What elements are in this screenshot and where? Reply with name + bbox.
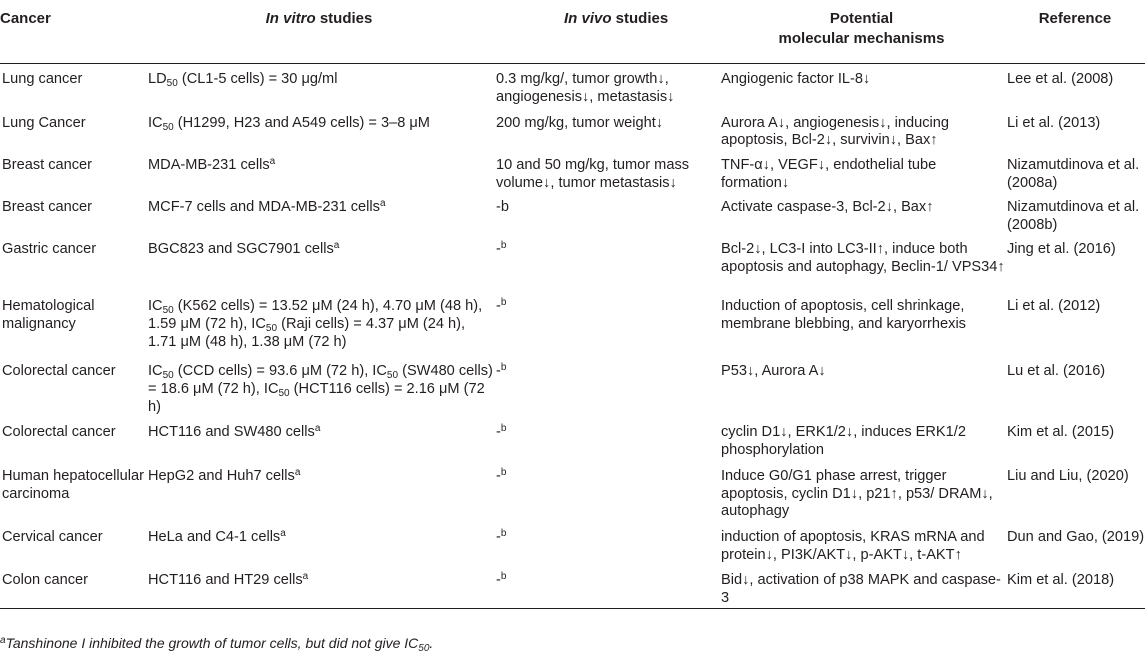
in-vivo-cell-text: -$^b$ [496, 466, 507, 484]
cancer-cell [0, 521, 144, 564]
mechanism-cell-text: Induction of apoptosis, cell shrinkage, membrane blebbing, and karyorrhexis [721, 298, 966, 333]
header-cancer: Cancer [0, 0, 144, 64]
mechanism-cell [718, 64, 1005, 107]
mechanism-cell [718, 107, 1005, 150]
reference-cell-text: Nizamutdinova et al. (2008a) [1007, 156, 1140, 191]
cancer-cell-text: Colorectal cancer [2, 363, 116, 380]
cancer-cell [0, 291, 144, 356]
cancer-cell [0, 107, 144, 150]
in-vitro-cell-text: $IC_{50}$ (H1299, H23 and A549 cells) = 3–8 μM [148, 114, 430, 133]
cancer-cell [0, 234, 144, 291]
cancer-cell-text: Lung Cancer [2, 114, 86, 131]
cancer-cell-text: Gastric cancer [2, 241, 97, 258]
table-row [0, 521, 1145, 564]
mechanism-cell-text: Induce G0/G1 phase arrest, trigger apoptosis, cyclin D1↓, p21↑, p53/ DRAM↓, autophagy [721, 467, 993, 520]
in-vivo-cell [494, 521, 718, 564]
mechanism-cell-text: P53↓, Aurora A↓ [721, 363, 826, 380]
in-vitro-cell-text: MCF-7 cells and MDA-MB-231 cells$^a$ [148, 197, 386, 215]
reference-cell [1005, 150, 1145, 193]
cancer-cell-text: Hematological malignancy [2, 298, 95, 333]
cancer-cell-text: Breast cancer [2, 156, 93, 173]
header-mechanisms: Potential molecular mechanisms [718, 0, 1005, 64]
table-row [0, 356, 1145, 416]
reference-cell-text: Lee et al. (2008) [1007, 71, 1114, 87]
table-row [0, 150, 1145, 193]
mechanism-cell-text: Bcl-2↓, LC3-I into LC3-II↑, induce both apoptosis and autophagy, Beclin-1/ VPS34↑ [721, 241, 1005, 276]
table-row [0, 460, 1145, 521]
in-vitro-cell-text: BGC823 and SGC7901 cells$^a$ [148, 240, 340, 258]
reference-cell-text: Kim et al. (2015) [1007, 424, 1115, 441]
mechanism-cell-text: Bid↓, activation of p38 MAPK and caspase-3 [721, 572, 1001, 607]
in-vivo-cell [494, 564, 718, 608]
reference-cell [1005, 107, 1145, 150]
in-vivo-cell-text: 10 and 50 mg/kg, tumor mass volume↓, tumor metastasis↓ [496, 156, 690, 191]
in-vivo-cell-text: -$^b$ [496, 240, 507, 258]
in-vivo-cell-text: -b [496, 198, 509, 215]
in-vivo-cell-text: -$^b$ [496, 571, 507, 589]
in-vivo-cell-text: -$^b$ [496, 297, 507, 315]
in-vivo-cell-text: 0.3 mg/kg/, tumor growth↓, angiogenesis↓, metastasis↓ [496, 71, 675, 105]
reference-cell [1005, 64, 1145, 107]
in-vivo-cell-text: -$^b$ [496, 527, 507, 545]
cancer-cell-text: Human hepatocellular carcinoma [2, 467, 144, 502]
mechanism-cell-text: induction of apoptosis, KRAS mRNA and protein↓, PI3K/AKT↓, p-AKT↓, t-AKT↑ [721, 528, 985, 563]
table-row [0, 416, 1145, 459]
reference-cell [1005, 521, 1145, 564]
in-vitro-cell [144, 193, 494, 234]
reference-cell [1005, 416, 1145, 459]
cancer-cell-text: Lung cancer [2, 71, 83, 87]
header-in-vivo: In vivo studies [494, 0, 718, 64]
cancer-cell [0, 416, 144, 459]
reference-cell [1005, 356, 1145, 416]
mechanism-cell-text: TNF-α↓, VEGF↓, endothelial tube formation↓ [721, 156, 937, 191]
reference-cell-text: Nizamutdinova et al. (2008b) [1007, 198, 1140, 233]
mechanism-cell [718, 356, 1005, 416]
in-vivo-cell [494, 150, 718, 193]
mechanism-cell [718, 234, 1005, 291]
cancer-cell-text: Cervical cancer [2, 528, 103, 545]
in-vivo-cell [494, 193, 718, 234]
reference-cell [1005, 291, 1145, 356]
in-vitro-cell-text: $IC_{50}$ (K562 cells) = 13.52 μM (24 h), 4.70 μM (48 h), 1.59 μM (72 h), $IC_{50}$ (Raji cells) = 4.37 μM (24 h), 1.71 μM (48 h), 1.38 μM (72 h) [148, 298, 483, 350]
mechanism-cell-text: Aurora A↓, angiogenesis↓, inducing apoptosis, Bcl-2↓, survivin↓, Bax↑ [721, 114, 949, 149]
header-row [0, 0, 1145, 64]
in-vitro-cell [144, 416, 494, 459]
mechanism-cell [718, 521, 1005, 564]
table-footnote: $^a$Tanshinone I inhibited the growth of tumor cells, but did not give $IC_{50}$. [0, 635, 434, 654]
header-reference: Reference [1005, 0, 1145, 64]
reference-cell-text: Jing et al. (2016) [1007, 241, 1116, 258]
cancer-cell-text: Colorectal cancer [2, 424, 116, 441]
mechanism-cell [718, 291, 1005, 356]
mechanism-cell-text: cyclin D1↓, ERK1/2↓, induces ERK1/2 phosphorylation [721, 424, 966, 459]
in-vitro-cell [144, 234, 494, 291]
in-vitro-cell [144, 564, 494, 608]
table-row [0, 564, 1145, 608]
in-vitro-cell-text: HeLa and C4-1 cells$^a$ [148, 527, 286, 545]
cancer-cell [0, 64, 144, 107]
reference-cell [1005, 193, 1145, 234]
reference-cell [1005, 460, 1145, 521]
in-vitro-cell [144, 150, 494, 193]
table-row [0, 64, 1145, 107]
in-vitro-cell [144, 460, 494, 521]
table-row [0, 193, 1145, 234]
in-vivo-cell [494, 291, 718, 356]
in-vivo-cell-text: -$^b$ [496, 362, 507, 380]
cancer-cell [0, 460, 144, 521]
mechanism-cell-text: Angiogenic factor IL-8↓ [721, 71, 871, 87]
in-vitro-cell-text: MDA-MB-231 cells$^a$ [148, 155, 276, 173]
cancer-cell-text: Colon cancer [2, 572, 88, 589]
in-vitro-cell-text: $IC_{50}$ (CCD cells) = 93.6 μM (72 h), $IC_{50}$ (SW480 cells) = 18.6 μM (72 h), $IC_{50}$ (HCT116 cells) = 2.16 μM (72 h) [148, 363, 493, 415]
in-vitro-cell [144, 356, 494, 416]
mechanism-cell [718, 193, 1005, 234]
mechanism-cell [718, 150, 1005, 193]
reference-cell-text: Kim et al. (2018) [1007, 572, 1115, 589]
in-vivo-cell-text: 200 mg/kg, tumor weight↓ [496, 114, 664, 131]
cancer-cell [0, 193, 144, 234]
mechanism-cell-text: Activate caspase-3, Bcl-2↓, Bax↑ [721, 198, 934, 215]
reference-cell-text: Dun and Gao, (2019) [1007, 528, 1145, 545]
reference-cell-text: Lu et al. (2016) [1007, 363, 1106, 380]
in-vivo-cell-text: -$^b$ [496, 423, 507, 441]
reference-cell-text: Liu and Liu, (2020) [1007, 467, 1129, 484]
header-in-vitro: In vitro studies [144, 0, 494, 64]
in-vivo-cell [494, 416, 718, 459]
in-vitro-cell-text: HCT116 and SW480 cells$^a$ [148, 423, 321, 441]
mechanism-cell [718, 564, 1005, 608]
reference-cell [1005, 564, 1145, 608]
table-row [0, 107, 1145, 150]
cancer-cell [0, 150, 144, 193]
in-vivo-cell [494, 460, 718, 521]
in-vitro-cell-text: $LD_{50}$ (CL1-5 cells) = 30 μg/ml [148, 71, 338, 89]
in-vitro-cell [144, 64, 494, 107]
table-row [0, 291, 1145, 356]
cancer-cell [0, 564, 144, 608]
in-vivo-cell [494, 356, 718, 416]
in-vitro-cell [144, 291, 494, 356]
table-row [0, 234, 1145, 291]
reference-cell-text: Li et al. (2013) [1007, 114, 1101, 131]
in-vitro-cell [144, 107, 494, 150]
in-vivo-cell [494, 64, 718, 107]
reference-cell-text: Li et al. (2012) [1007, 298, 1101, 315]
in-vitro-cell-text: HCT116 and HT29 cells$^a$ [148, 571, 309, 589]
in-vivo-cell [494, 234, 718, 291]
reference-cell [1005, 234, 1145, 291]
in-vitro-cell [144, 521, 494, 564]
cancer-cell [0, 356, 144, 416]
mechanism-cell [718, 460, 1005, 521]
mechanism-cell [718, 416, 1005, 459]
in-vivo-cell [494, 107, 718, 150]
cancer-cell-text: Breast cancer [2, 198, 93, 215]
in-vitro-cell-text: HepG2 and Huh7 cells$^a$ [148, 466, 301, 484]
